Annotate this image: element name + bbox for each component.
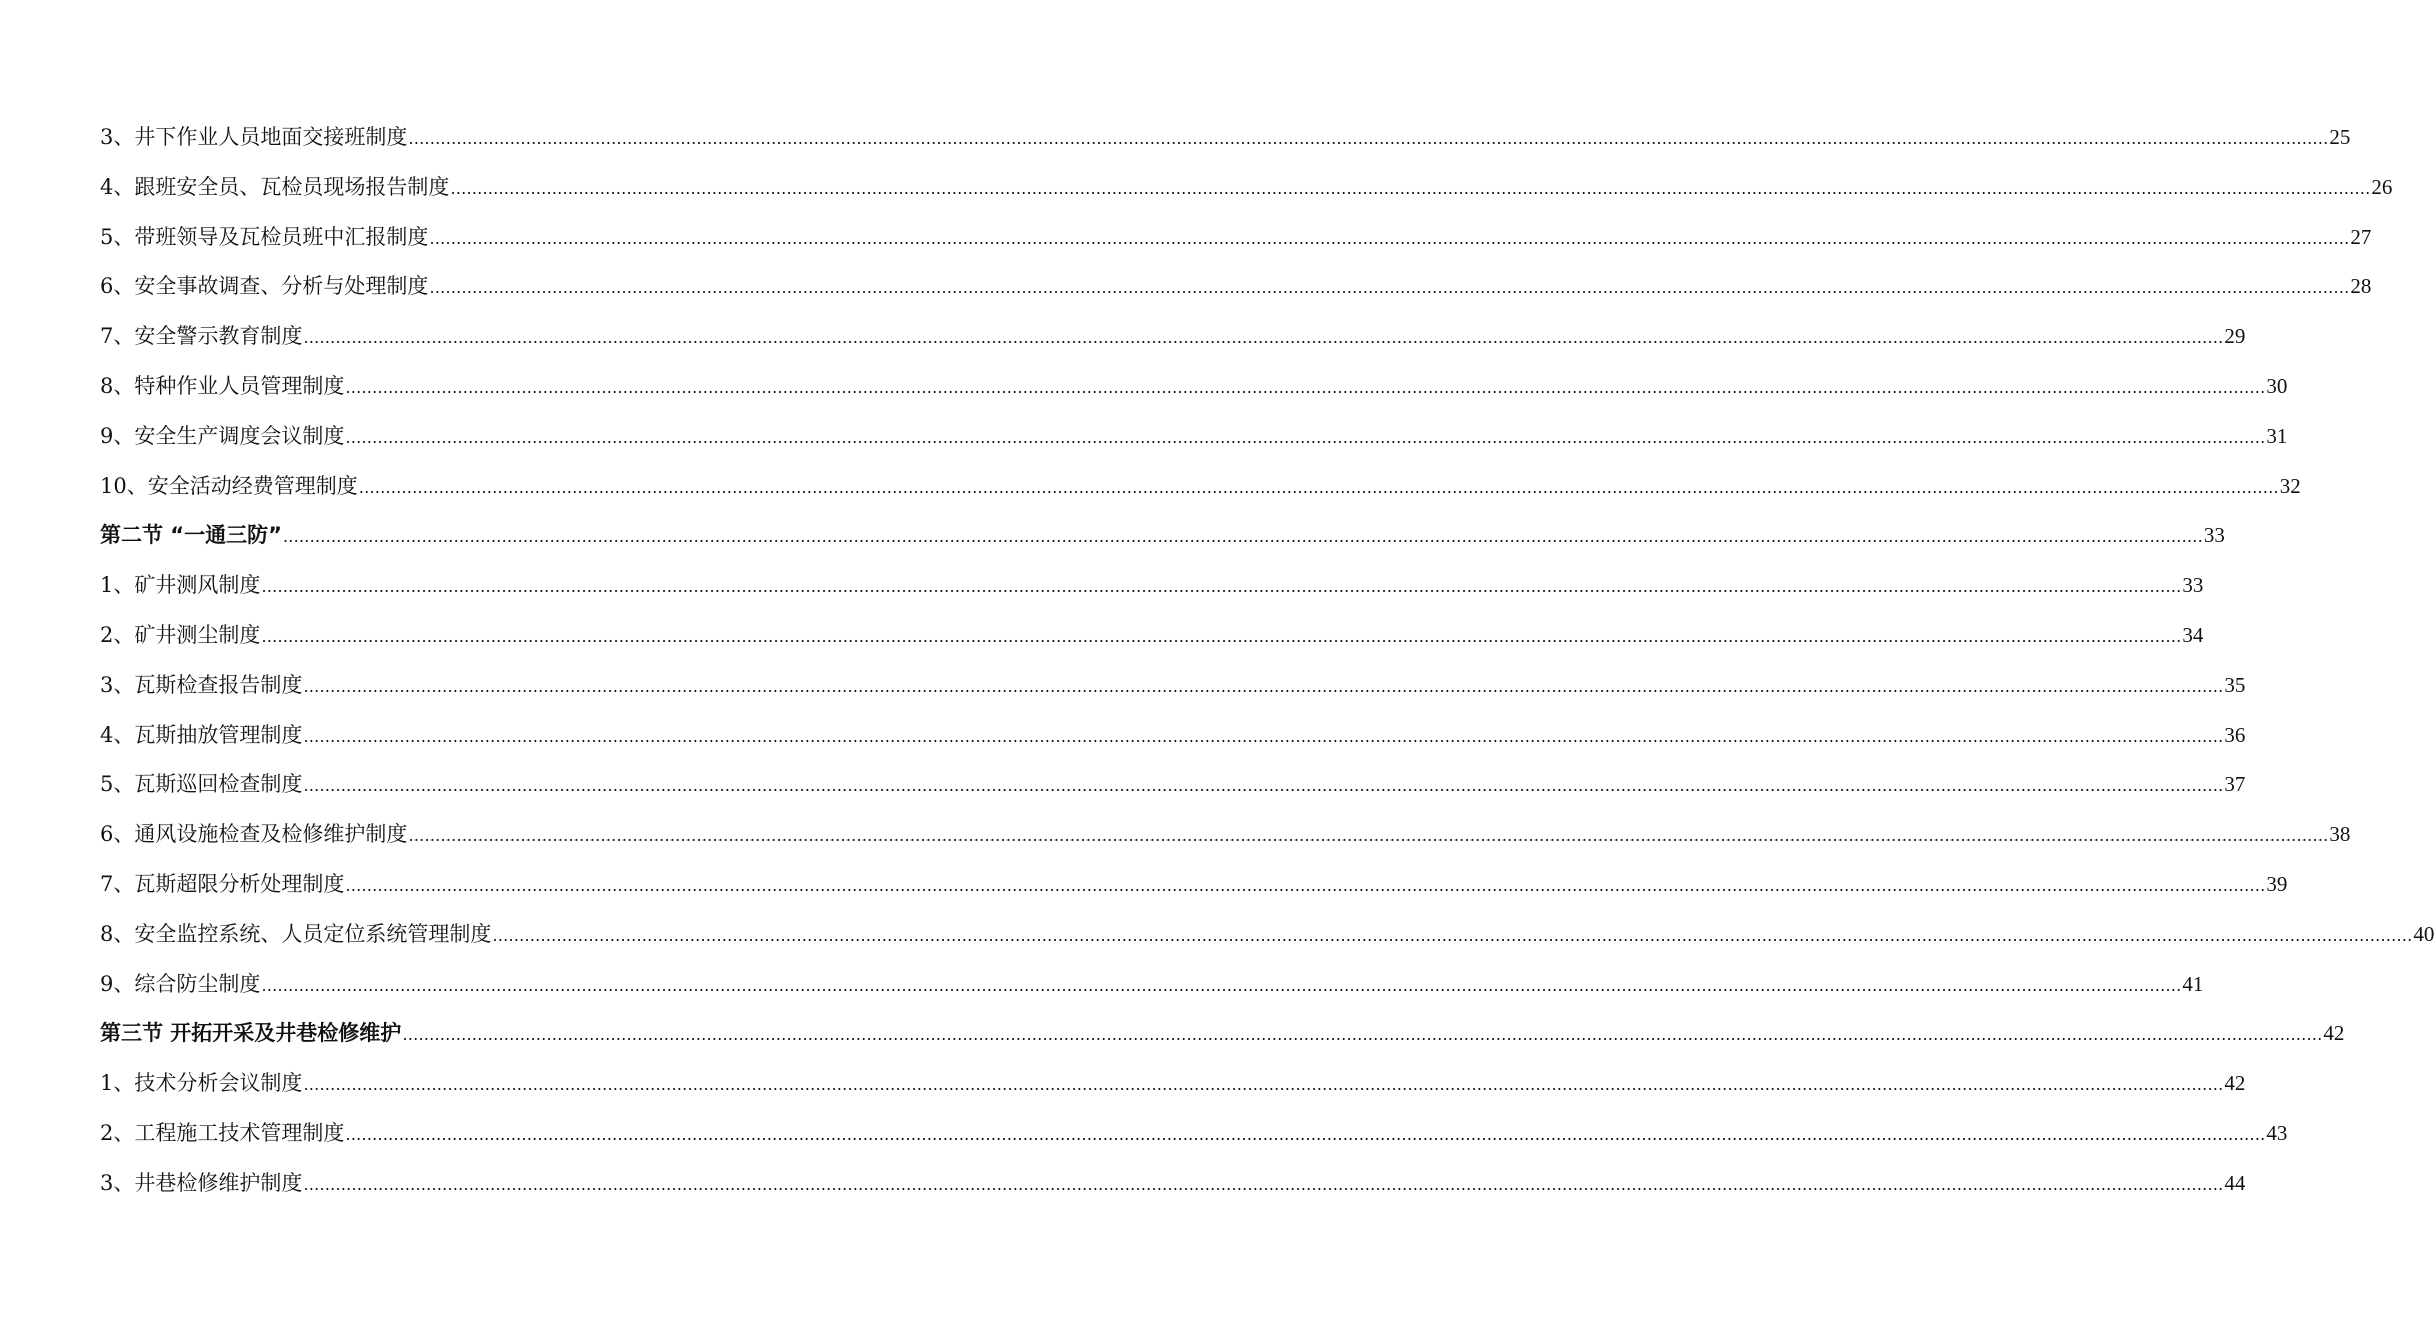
toc-entry-title: 9、安全生产调度会议制度 (100, 423, 345, 448)
toc-entry-page: 25 (2329, 125, 2351, 149)
dot-leader: ……………………………………………………………………………………………………………………………………………………………………………………………………………………………………………………………………………………………………………………………… (408, 826, 2329, 846)
dot-leader: ……………………………………………………………………………………………………………………………………………………………………………………………………………………………………………………………………………………………………………………………… (303, 1075, 2224, 1095)
toc-entry-title: 6、安全事故调查、分析与处理制度 (100, 274, 429, 299)
toc-entry-title: 9、综合防尘制度 (100, 971, 261, 996)
toc-entry (100, 1059, 2246, 1109)
toc-entry (100, 262, 2372, 312)
toc-section-title: 第二节 “一通三防” (100, 523, 282, 548)
toc-entry-title: 3、瓦斯检查报告制度 (100, 672, 303, 697)
toc-entry (100, 810, 2351, 860)
toc-entry (100, 412, 2288, 462)
toc-entry (100, 213, 2372, 263)
toc-entry-title: 3、井下作业人员地面交接班制度 (100, 125, 408, 149)
toc-entry-title: 4、跟班安全员、瓦检员现场报告制度 (100, 174, 450, 199)
toc-section-title: 第三节 开拓开采及井巷检修维护 (100, 1021, 402, 1046)
toc-entry (100, 362, 2288, 412)
toc-entry-title: 5、带班领导及瓦检员班中汇报制度 (100, 224, 429, 249)
toc-entry-title: 7、瓦斯超限分析处理制度 (100, 871, 345, 896)
dot-leader: ……………………………………………………………………………………………………………………………………………………………………………………………………………………………………………………………………………………………………………………………… (408, 129, 2329, 148)
dot-leader: ……………………………………………………………………………………………………………………………………………………………………………………………………………………………………………………………………………………………………………………………… (303, 1174, 2224, 1194)
toc-entry-page: 27 (2350, 224, 2372, 249)
toc-entry-page: 29 (2224, 324, 2246, 349)
toc-section (100, 511, 2225, 561)
toc-section (100, 1009, 2345, 1059)
dot-leader: ……………………………………………………………………………………………………………………………………………………………………………………………………………………………………………………………………………………………………………………………… (303, 676, 2224, 696)
toc-entry-title: 10、安全活动经费管理制度 (100, 473, 358, 498)
toc-section-page: 42 (2323, 1021, 2345, 1046)
dot-leader: ……………………………………………………………………………………………………………………………………………………………………………………………………………………………………………………………………………………………………………………………… (345, 377, 2266, 397)
toc-entry (100, 561, 2204, 611)
dot-leader: ……………………………………………………………………………………………………………………………………………………………………………………………………………………………………………………………………………………………………………………………… (450, 178, 2371, 198)
toc-entry-page: 36 (2224, 722, 2246, 747)
toc-entry (100, 163, 2393, 213)
dot-leader: ……………………………………………………………………………………………………………………………………………………………………………………………………………………………………………………………………………………………………………………………… (429, 278, 2350, 298)
toc-entry-page: 44 (2224, 1170, 2246, 1195)
toc-entry (100, 1159, 2246, 1209)
toc-entry (100, 910, 2434, 960)
dot-leader: ……………………………………………………………………………………………………………………………………………………………………………………………………………………………………………………………………………………………………………………………… (492, 925, 2413, 945)
toc-entry (100, 760, 2246, 810)
toc-entry-title: 3、井巷检修维护制度 (100, 1170, 303, 1195)
toc-entry (100, 312, 2246, 362)
toc-entry (100, 462, 2301, 512)
toc-entry-title: 1、矿井测风制度 (100, 573, 261, 598)
dot-leader: ……………………………………………………………………………………………………………………………………………………………………………………………………………………………………………………………………………………………………………………………… (402, 1025, 2323, 1045)
toc-entry-page: 26 (2371, 174, 2393, 199)
toc-entry-page: 40 (2413, 921, 2434, 946)
dot-leader: ……………………………………………………………………………………………………………………………………………………………………………………………………………………………………………………………………………………………………………………………… (303, 776, 2224, 796)
dot-leader: ……………………………………………………………………………………………………………………………………………………………………………………………………………………………………………………………………………………………………………………………… (282, 527, 2203, 547)
toc-entry-title: 8、安全监控系统、人员定位系统管理制度 (100, 921, 492, 946)
table-of-contents (100, 113, 2434, 1209)
toc-entry-page: 42 (2224, 1071, 2246, 1096)
toc-entry-page: 38 (2329, 822, 2351, 847)
toc-entry (100, 860, 2288, 910)
dot-leader: ……………………………………………………………………………………………………………………………………………………………………………………………………………………………………………………………………………………………………………………………… (261, 626, 2182, 646)
toc-entry-page: 33 (2182, 573, 2204, 598)
toc-entry (100, 611, 2204, 661)
toc-entry-title: 1、技术分析会议制度 (100, 1071, 303, 1096)
dot-leader: ……………………………………………………………………………………………………………………………………………………………………………………………………………………………………………………………………………………………………………………………… (345, 875, 2266, 895)
toc-entry (100, 1109, 2288, 1159)
toc-entry-title: 4、瓦斯抽放管理制度 (100, 722, 303, 747)
toc-entry-title: 8、特种作业人员管理制度 (100, 373, 345, 398)
toc-entry-page: 41 (2182, 971, 2204, 996)
toc-section-page: 33 (2203, 523, 2225, 548)
dot-leader: ……………………………………………………………………………………………………………………………………………………………………………………………………………………………………………………………………………………………………………………………… (261, 975, 2182, 995)
toc-entry-page: 34 (2182, 622, 2204, 647)
toc-entry (100, 661, 2246, 711)
toc-entry-title: 2、矿井测尘制度 (100, 622, 261, 647)
toc-entry-page: 31 (2266, 423, 2288, 448)
toc-entry-page: 30 (2266, 373, 2288, 398)
dot-leader: ……………………………………………………………………………………………………………………………………………………………………………………………………………………………………………………………………………………………………………………………… (345, 427, 2266, 447)
toc-entry-page: 35 (2224, 672, 2246, 697)
toc-entry-title: 2、工程施工技术管理制度 (100, 1120, 345, 1145)
toc-entry-title: 6、通风设施检查及检修维护制度 (100, 822, 408, 847)
dot-leader: ……………………………………………………………………………………………………………………………………………………………………………………………………………………………………………………………………………………………………………………………… (261, 577, 2182, 597)
toc-entry-page: 28 (2350, 274, 2372, 299)
toc-entry-title: 7、安全警示教育制度 (100, 324, 303, 349)
dot-leader: ……………………………………………………………………………………………………………………………………………………………………………………………………………………………………………………………………………………………………………………………… (429, 228, 2350, 248)
toc-entry (100, 960, 2204, 1010)
toc-entry-page: 43 (2266, 1120, 2288, 1145)
toc-entry (100, 113, 2351, 163)
toc-entry (100, 711, 2246, 761)
dot-leader: ……………………………………………………………………………………………………………………………………………………………………………………………………………………………………………………………………………………………………………………………… (303, 328, 2224, 348)
toc-entry-page: 32 (2279, 473, 2301, 498)
dot-leader: ……………………………………………………………………………………………………………………………………………………………………………………………………………………………………………………………………………………………………………………………… (358, 477, 2279, 497)
toc-entry-page: 37 (2224, 772, 2246, 797)
dot-leader: ……………………………………………………………………………………………………………………………………………………………………………………………………………………………………………………………………………………………………………………………… (345, 1124, 2266, 1144)
dot-leader: ……………………………………………………………………………………………………………………………………………………………………………………………………………………………………………………………………………………………………………………………… (303, 726, 2224, 746)
toc-entry-page: 39 (2266, 871, 2288, 896)
toc-entry-title: 5、瓦斯巡回检查制度 (100, 772, 303, 797)
